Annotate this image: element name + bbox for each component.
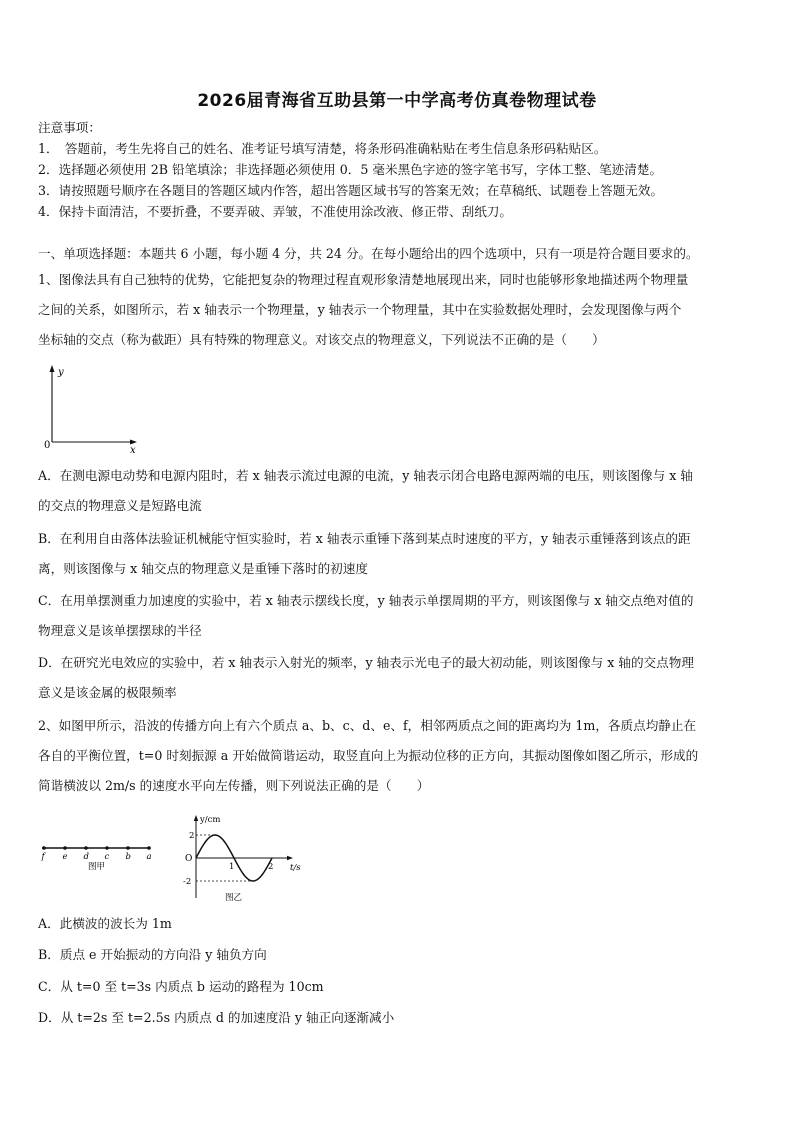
y-axis-label: y/cm — [200, 815, 221, 825]
particle-point-e — [63, 846, 67, 850]
q1-stem-line: 1、图像法具有自己独特的优势，它能把复杂的物理过程直观形象清楚地展现出来，同时也能够形象地描述两个物理量 — [38, 272, 689, 287]
x-axis-label: x — [130, 445, 136, 456]
x-axis-arrow-icon — [130, 440, 137, 445]
particle-point-b — [126, 846, 130, 850]
particle-label-d: d — [83, 852, 89, 862]
y-axis-arrow-icon — [194, 815, 198, 821]
y-tick-label: 2 — [189, 831, 195, 841]
particle-label-e: e — [62, 852, 68, 862]
origin-label: 0 — [44, 440, 51, 451]
q1-option-c: C．在用单摆测重力加速度的实验中，若 x 轴表示摆线长度，y 轴表示单摆周期的平方，则该图像与 x 轴交点绝对值的 — [38, 593, 694, 608]
q2-figure-b — [178, 812, 308, 904]
particle-point-c — [105, 846, 109, 850]
q2-stem-line: 各自的平衡位置，t=0 时刻振源 a 开始做简谐运动，取竖直向上为振动位移的正方向，其振动图像如图乙所示，形成的 — [38, 748, 699, 763]
t-axis-label: t/s — [290, 863, 301, 873]
particle-point-d — [84, 846, 88, 850]
q1-stem-line: 坐标轴的交点（称为截距）具有特殊的物理意义。对该交点的物理意义，下列说法不正确的是（ ） — [38, 332, 605, 347]
particle-label-a: a — [146, 852, 152, 862]
q1-option-d-cont: 意义是该金属的极限频率 — [38, 685, 177, 700]
particle-label-b: b — [125, 852, 131, 862]
q1-option-a: A．在测电源电动势和电源内阻时，若 x 轴表示流过电源的电流，y 轴表示闭合电路电源两端的电压，则该图像与 x 轴 — [38, 468, 693, 483]
q2-option-c: C．从 t=0 至 t=3s 内质点 b 运动的路程为 10cm — [38, 979, 324, 994]
q2-figure-a — [36, 838, 158, 878]
y-axis-label: y — [58, 367, 64, 378]
notice-item-4: 4．保持卡面清洁，不要折叠，不要弄破、弄皱，不准使用涂改液、修正带、刮纸刀。 — [38, 204, 512, 219]
q2-stem-line: 简谐横波以 2m/s 的速度水平向左传播，则下列说法正确的是（ ） — [38, 778, 430, 793]
particle-label-c: c — [104, 852, 110, 862]
q2-stem-line: 2、如图甲所示，沿波的传播方向上有六个质点 a、b、c、d、e、f，相邻两质点之间的距离均为 1m，各质点均静止在 — [38, 718, 697, 733]
q2-option-a: A．此横波的波长为 1m — [38, 916, 172, 931]
q1-option-d: D．在研究光电效应的实验中，若 x 轴表示入射光的频率，y 轴表示光电子的最大初动能，则该图像与 x 轴的交点物理 — [38, 655, 694, 670]
q1-axes-figure — [38, 362, 148, 456]
notice-heading: 注意事项： — [38, 120, 101, 135]
section-heading: 一、单项选择题：本题共 6 小题，每小题 4 分，共 24 分。在每小题给出的四个选项中，只有一项是符合题目要求的。 — [38, 246, 699, 261]
q1-option-c-cont: 物理意义是该单摆摆球的半径 — [38, 623, 202, 638]
y-axis-arrow-icon — [50, 365, 55, 372]
notice-item-3: 3．请按照题号顺序在各题目的答题区域内作答，超出答题区域书写的答案无效；在草稿纸、试题卷上答题无效。 — [38, 183, 664, 198]
y-tick-label: -2 — [183, 877, 192, 887]
q1-option-b: B．在利用自由落体法验证机械能守恒实验时，若 x 轴表示重锤下落到某点时速度的平方，y 轴表示重锤落到该点的距 — [38, 531, 691, 546]
q2-option-d: D．从 t=2s 至 t=2.5s 内质点 d 的加速度沿 y 轴正向逐渐减小 — [38, 1010, 395, 1025]
x-tick-label: 2 — [268, 862, 274, 872]
notice-item-1: 1． 答题前，考生先将自己的姓名、准考证号填写清楚，将条形码准确粘贴在考生信息条形码粘贴区。 — [38, 141, 607, 156]
particle-label-f: f — [41, 852, 45, 862]
particle-point-f — [42, 846, 46, 850]
figure-b-caption: 图乙 — [225, 893, 243, 903]
q1-stem-line: 之间的关系，如图所示，若 x 轴表示一个物理量，y 轴表示一个物理量，其中在实验数据处理时，会发现图像与两个 — [38, 302, 682, 317]
origin-label: O — [185, 854, 193, 864]
figure-a-caption: 图甲 — [88, 862, 106, 872]
notice-item-2: 2．选择题必须使用 2B 铅笔填涂；非选择题必须使用 0．5 毫米黑色字迹的签字笔书写，字体工整、笔迹清楚。 — [38, 162, 663, 177]
q2-option-b: B．质点 e 开始振动的方向沿 y 轴负方向 — [38, 947, 267, 962]
x-tick-label: 1 — [229, 862, 235, 872]
particle-point-a — [147, 846, 151, 850]
q1-option-a-cont: 的交点的物理意义是短路电流 — [38, 498, 202, 513]
exam-title: 2026届青海省互助县第一中学高考仿真卷物理试卷 — [197, 91, 597, 111]
t-axis-arrow-icon — [287, 856, 293, 860]
q1-option-b-cont: 离，则该图像与 x 轴交点的物理意义是重锤下落时的初速度 — [38, 561, 368, 576]
